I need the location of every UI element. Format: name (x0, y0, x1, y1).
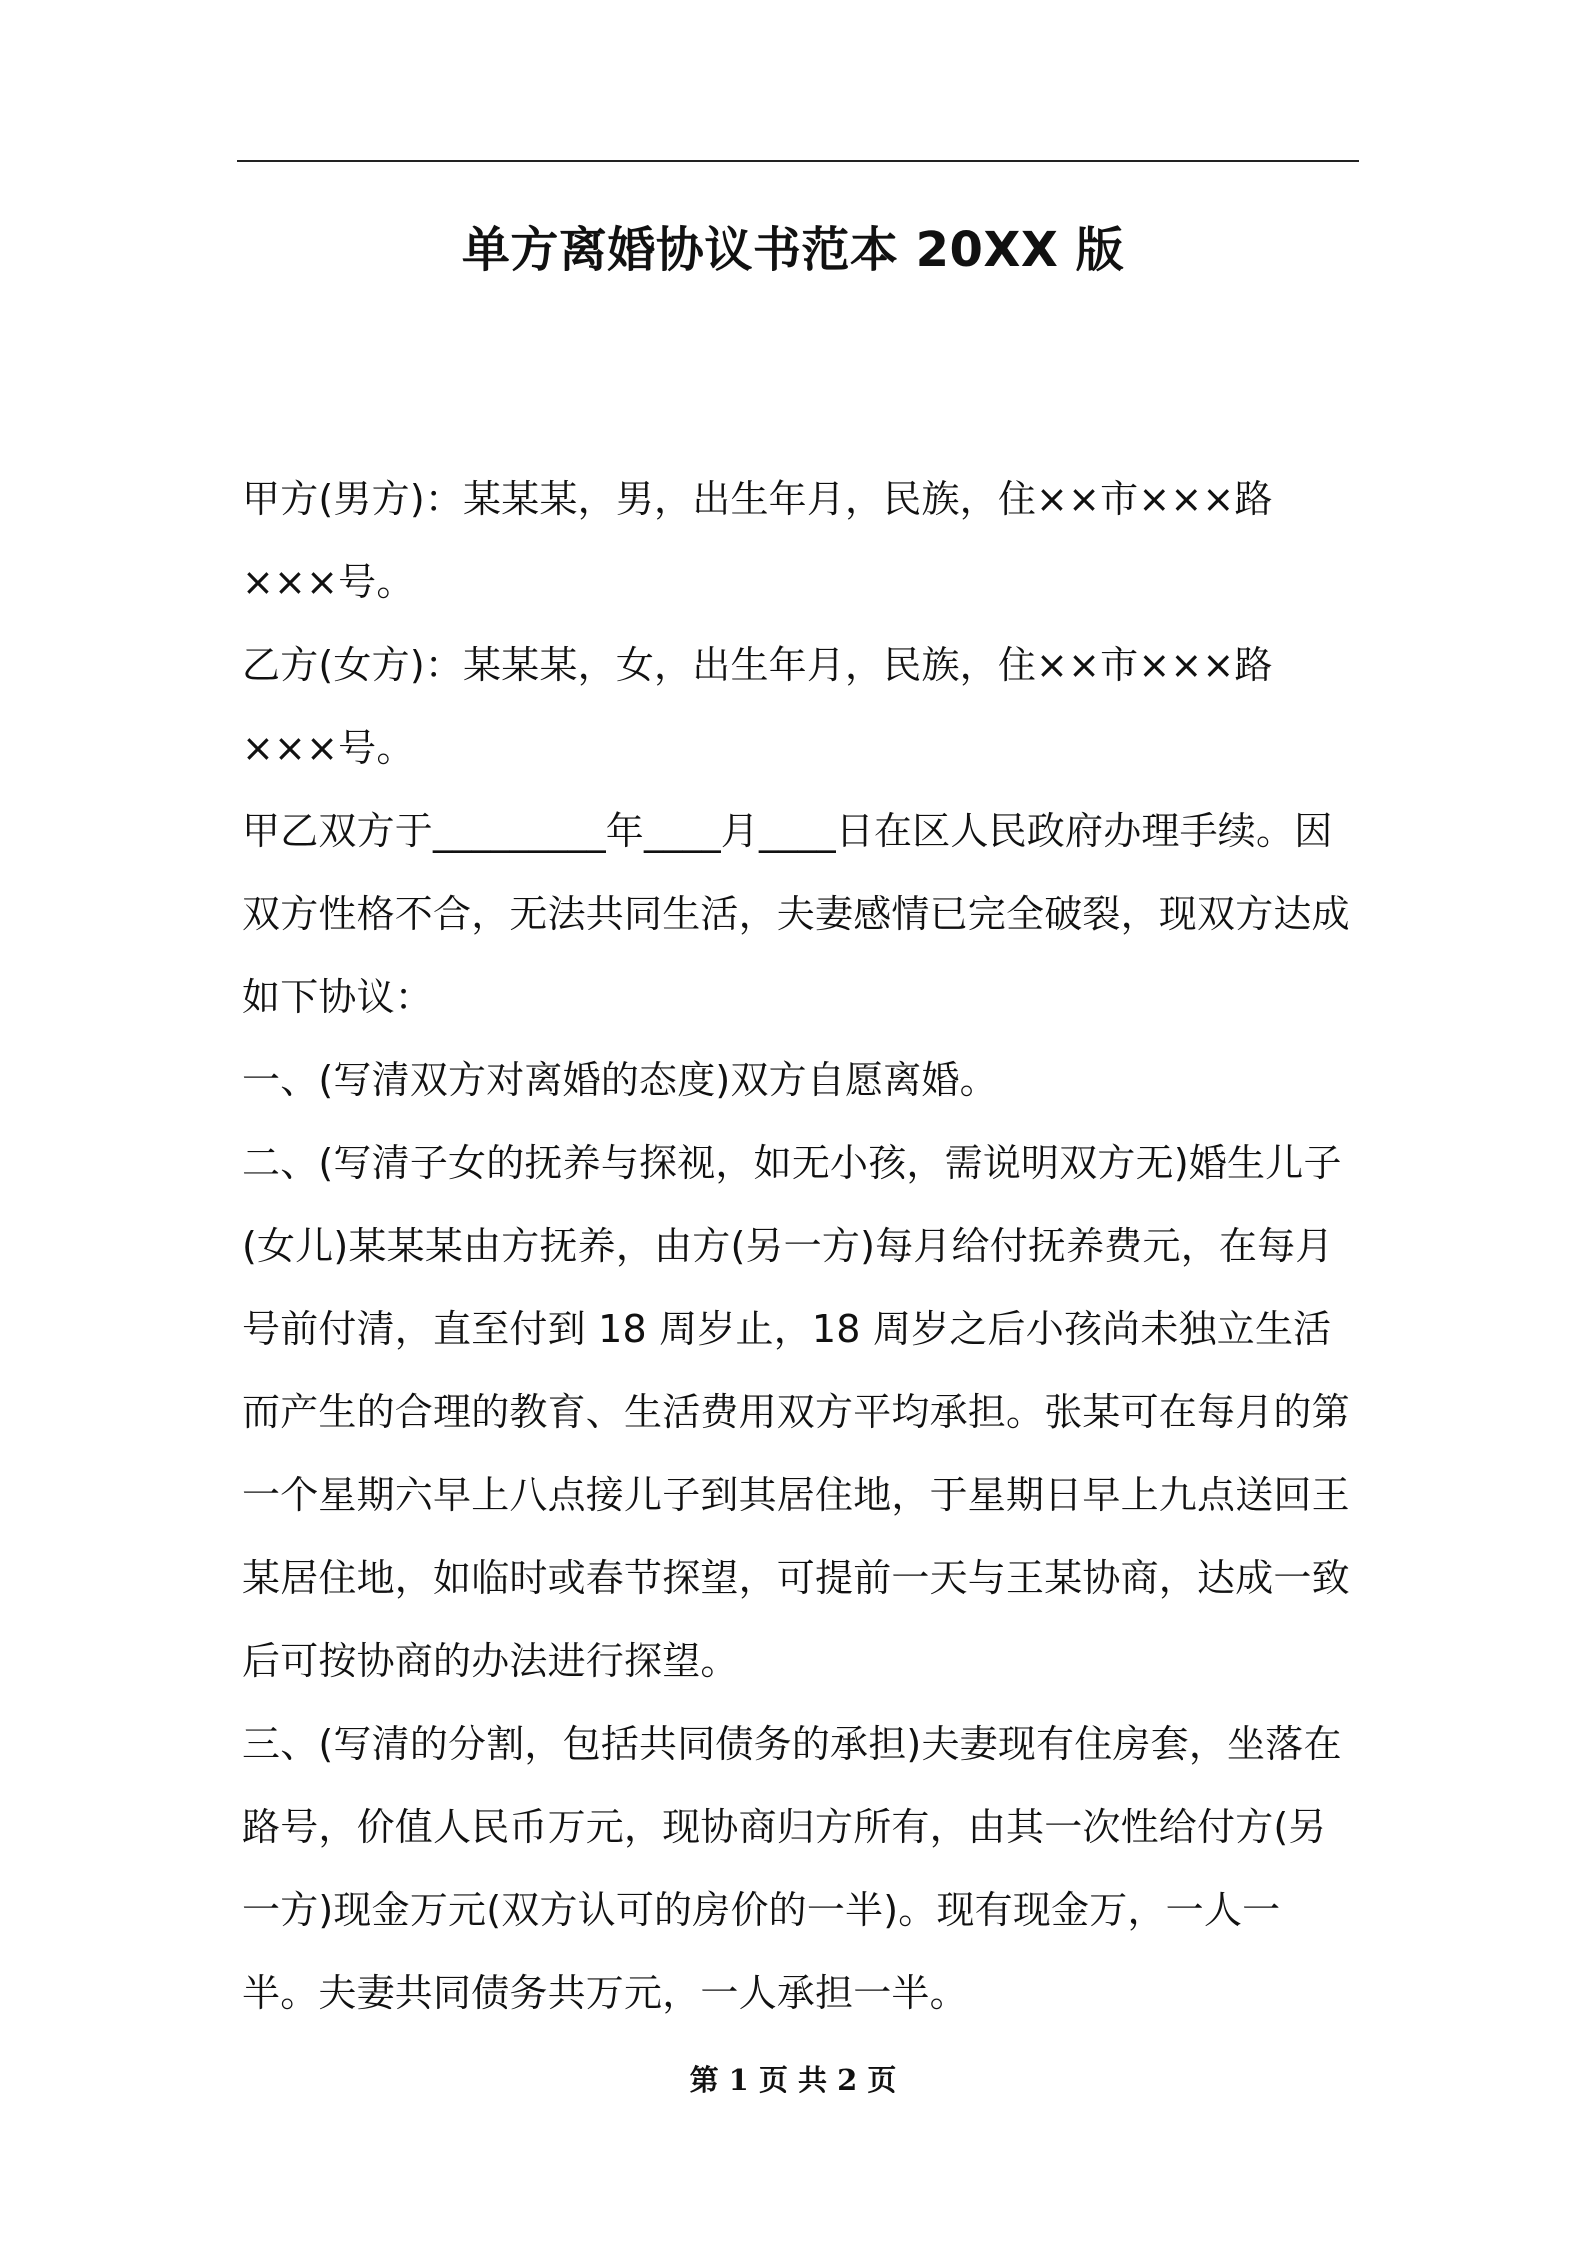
paragraph-party-a: 甲方(男方)：某某某，男，出生年月，民族，住××市×××路×××号。 (242, 477, 1273, 604)
paragraph-clause-1: 一、(写清双方对离婚的态度)双方自愿离婚。 (242, 1058, 998, 1102)
paragraph-agreement-intro: 甲乙双方于_________年____月____日在区人民政府办理手续。因双方性格不合，无法共同生活，夫妻感情已完全破裂，现双方达成如下协议： (242, 809, 1350, 1019)
paragraph-clause-3: 三、(写清的分割，包括共同债务的承担)夫妻现有住房套，坐落在路号，价值人民币万元，现协商归方所有，由其一次性给付方(另一方)现金万元(双方认可的房价的一半)。现有现金万，一人一半。夫妻共同债务共万元，一人承担一半。 (242, 1722, 1342, 2015)
paragraph-clause-2: 二、(写清子女的抚养与探视，如无小孩，需说明双方无)婚生儿子(女儿)某某某由方抚养，由方(另一方)每月给付抚养费元，在每月号前付清，直至付到 18 周岁止，18 周岁之后小孩尚未独立生活而产生的合理的教育、生活费用双方平均承担。张某可在每月的第一个星期六早上八点接儿子到其居住地，于星期日早上九点送回王某居住地，如临时或春节探望，可提前一天与王某协商，达成一致后可按协商的办法进行探望。 (242, 1141, 1350, 1683)
header-rule (237, 160, 1359, 162)
paragraph-party-b: 乙方(女方)：某某某，女，出生年月，民族，住××市×××路×××号。 (242, 643, 1273, 770)
page-footer: 第 1 页 共 2 页 (689, 2063, 897, 2097)
document-title: 单方离婚协议书范本 20XX 版 (461, 222, 1125, 278)
document-body (242, 458, 1354, 2035)
